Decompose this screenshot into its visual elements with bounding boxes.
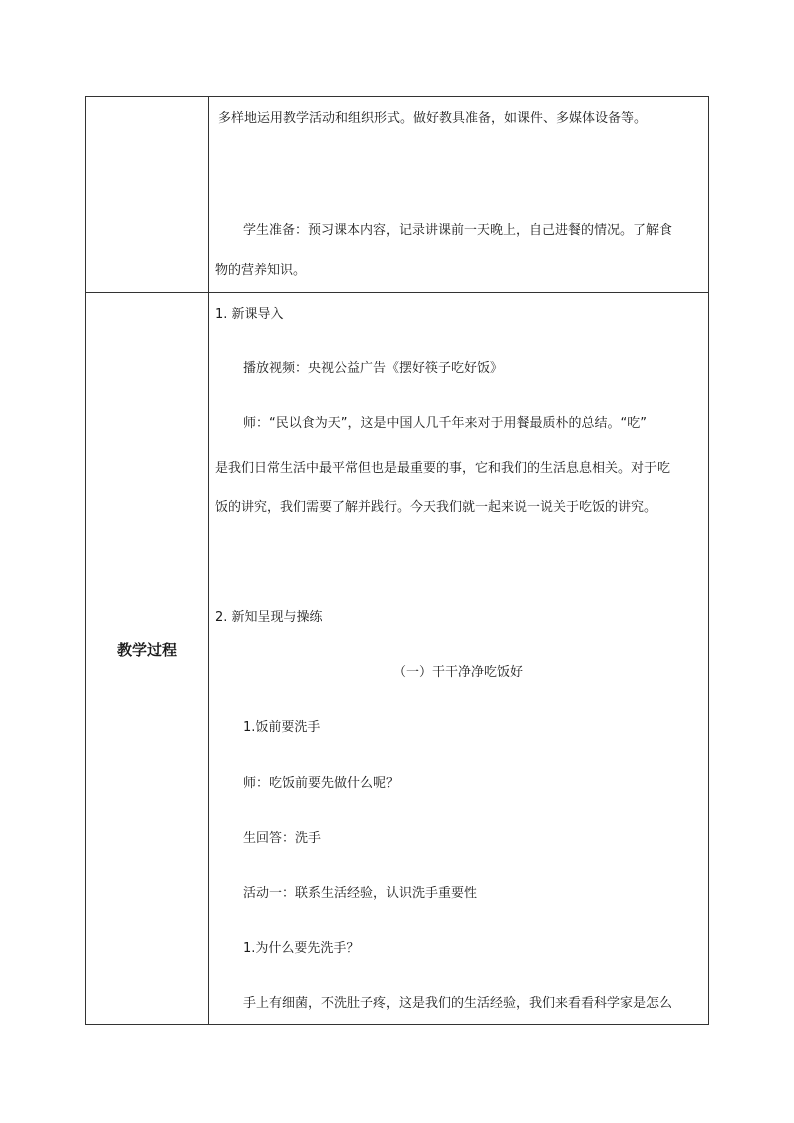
- process-label: 教学过程: [116, 641, 177, 659]
- student-answer: 生回答：洗手: [243, 831, 322, 846]
- sub-heading-wash-hands: 1.饭前要洗手: [243, 720, 321, 735]
- prep-line-2: 学生准备：预习课本内容，记录讲课前一天晚上，自己进餐的情况。了解食: [243, 223, 673, 238]
- item1-heading: 1. 新课导入: [215, 307, 284, 322]
- process-label-cell: [86, 293, 208, 1025]
- why-question: 1.为什么要先洗手？: [243, 941, 360, 956]
- item2-heading: 2. 新知呈现与操练: [215, 610, 323, 625]
- teacher-line-1: 师：“民以食为天”，这是中国人几千年来对于用餐最质朴的总结。“吃”: [243, 416, 647, 431]
- section-title: （一）干干净净吃饭好: [392, 665, 523, 680]
- prep-line-1: 多样地运用教学活动和组织形式。做好教具准备，如课件、多媒体设备等。: [218, 111, 648, 126]
- teacher-question: 师：吃饭前要先做什么呢？: [243, 776, 400, 791]
- table-column-divider: [208, 97, 209, 1024]
- last-line: 手上有细菌，不洗肚子疼，这是我们的生活经验，我们来看看科学家是怎么: [243, 996, 673, 1011]
- teacher-line-3: 饭的讲究，我们需要了解并践行。今天我们就一起来说一说关于吃饭的讲究。: [215, 500, 658, 515]
- teacher-line-2: 是我们日常生活中最平常但也是最重要的事，它和我们的生活息息相关。对于吃: [215, 461, 671, 476]
- activity-one: 活动一：联系生活经验，认识洗手重要性: [243, 886, 478, 901]
- video-line: 播放视频：央视公益广告《摆好筷子吃好饭》: [243, 361, 504, 376]
- prep-line-3: 物的营养知识。: [215, 263, 307, 278]
